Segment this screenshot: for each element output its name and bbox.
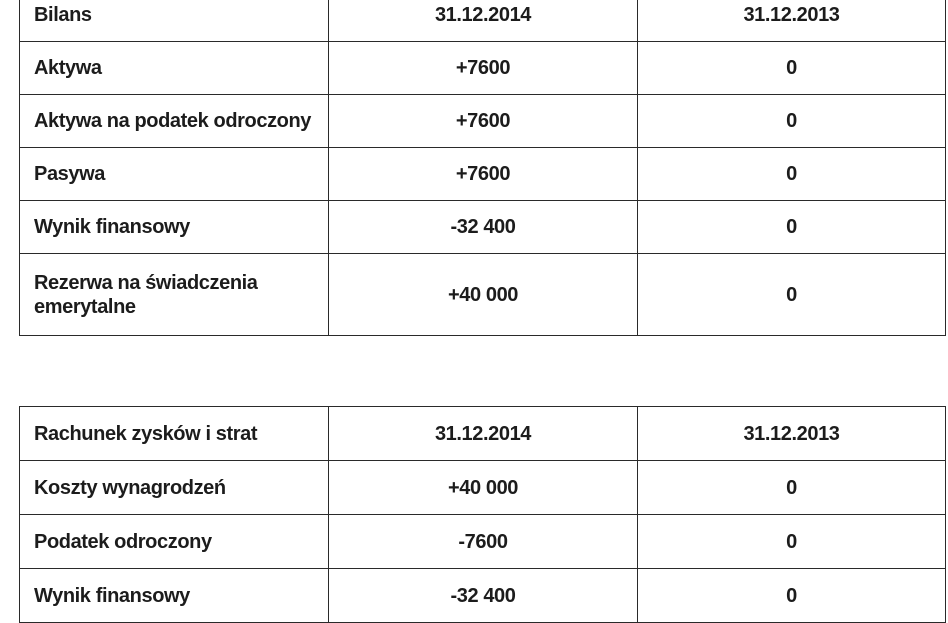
table-row: [20, 569, 946, 623]
row-label: Wynik finansowy: [20, 569, 329, 623]
table-row: [20, 201, 946, 254]
header-cell-2013: 31.12.2013: [638, 0, 946, 42]
row-label: Podatek odroczony: [20, 515, 329, 569]
header-cell-label: Bilans: [20, 0, 329, 42]
value-2013: 0: [638, 42, 946, 95]
value-2014: +7600: [329, 42, 638, 95]
table-row: [20, 515, 946, 569]
header-cell-2014: 31.12.2014: [329, 407, 638, 461]
value-2013: 0: [638, 569, 946, 623]
value-2013: 0: [638, 95, 946, 148]
table-row: [20, 95, 946, 148]
value-2014: -7600: [329, 515, 638, 569]
balance-sheet-table: [19, 0, 946, 336]
value-2014: +7600: [329, 95, 638, 148]
value-2013: 0: [638, 461, 946, 515]
row-label: Koszty wynagrodzeń: [20, 461, 329, 515]
header-cell-2014: 31.12.2014: [329, 0, 638, 42]
table-row: [20, 254, 946, 336]
value-2014: -32 400: [329, 201, 638, 254]
table-header-row: [20, 0, 946, 42]
header-cell-label: Rachunek zysków i strat: [20, 407, 329, 461]
profit-and-loss-table: [19, 406, 946, 623]
row-label: Rezerwa na świadczenia emerytalne: [20, 254, 329, 336]
row-label: Aktywa na podatek odroczony: [20, 95, 329, 148]
header-cell-2013: 31.12.2013: [638, 407, 946, 461]
value-2014: +40 000: [329, 254, 638, 336]
table-row: [20, 461, 946, 515]
value-2014: +7600: [329, 148, 638, 201]
value-2013: 0: [638, 254, 946, 336]
row-label: Pasywa: [20, 148, 329, 201]
value-2014: +40 000: [329, 461, 638, 515]
value-2013: 0: [638, 148, 946, 201]
row-label: Aktywa: [20, 42, 329, 95]
value-2013: 0: [638, 515, 946, 569]
table-header-row: [20, 407, 946, 461]
row-label: Wynik finansowy: [20, 201, 329, 254]
value-2014: -32 400: [329, 569, 638, 623]
table-row: [20, 148, 946, 201]
value-2013: 0: [638, 201, 946, 254]
table-row: [20, 42, 946, 95]
